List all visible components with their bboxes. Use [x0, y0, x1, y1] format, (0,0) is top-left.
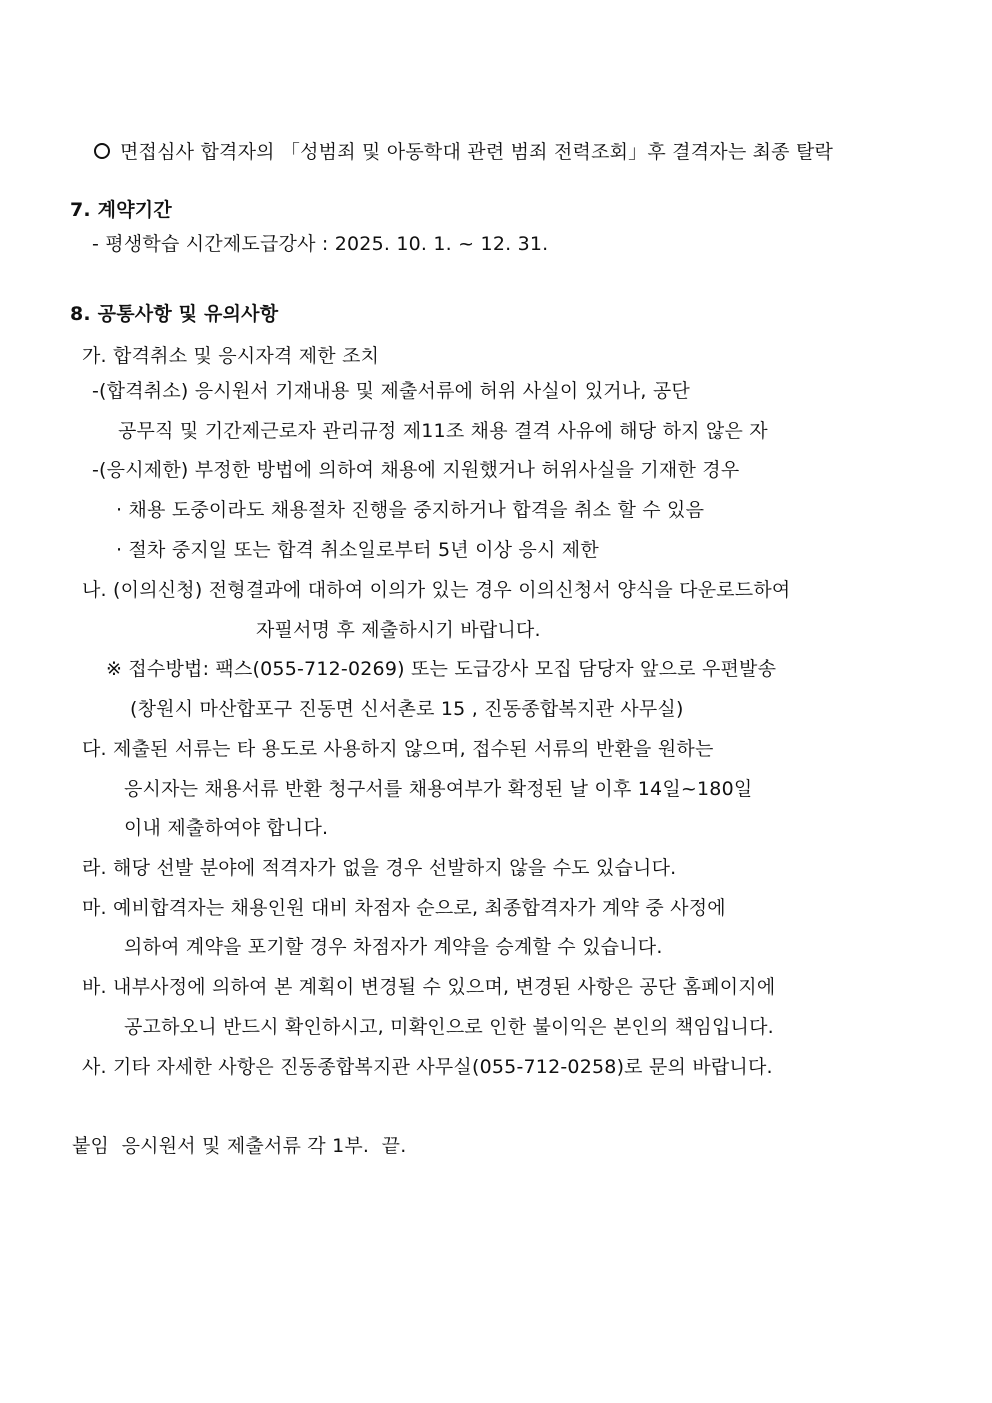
item-ga-detail-1: · 채용 도중이라도 채용절차 진행을 중지하거나 합격을 취소 할 수 있음 — [116, 499, 705, 521]
item-na-line2: 자필서명 후 제출하시기 바랍니다. — [256, 619, 541, 641]
item-ga: 가. 합격취소 및 응시자격 제한 조치 — [82, 345, 380, 367]
item-da-line1: 다. 제출된 서류는 타 용도로 사용하지 않으며, 접수된 서류의 반환을 원하는 — [82, 738, 714, 760]
item-na-line1: 나. (이의신청) 전형결과에 대하여 이의가 있는 경우 이의신청서 양식을 다운로드하여 — [82, 579, 791, 601]
intro-line — [94, 140, 833, 164]
item-ga-restrict: -(응시제한) 부정한 방법에 의하여 채용에 지원했거나 허위사실을 기재한 경우 — [92, 459, 740, 481]
item-sa: 사. 기타 자세한 사항은 진동종합복지관 사무실(055-712-0258)로 문의 바랍니다. — [82, 1056, 773, 1078]
section-8-heading: 8. 공통사항 및 유의사항 — [70, 303, 279, 325]
circle-bullet-icon — [94, 143, 110, 159]
intro-text: 면접심사 합격자의 「성범죄 및 아동학대 관련 범죄 전력조회」후 결격자는 최종 탈락 — [120, 141, 834, 163]
attachment-line: 붙임 응시원서 및 제출서류 각 1부. 끝. — [72, 1135, 407, 1157]
item-na-address: (창원시 마산합포구 진동면 신서촌로 15 , 진동종합복지관 사무실) — [130, 698, 684, 720]
item-ba-line1: 바. 내부사정에 의하여 본 계획이 변경될 수 있으며, 변경된 사항은 공단 홈페이지에 — [82, 976, 776, 998]
item-da-line2: 응시자는 채용서류 반환 청구서를 채용여부가 확정된 날 이후 14일~180일 — [124, 778, 753, 800]
item-da-line3: 이내 제출하여야 합니다. — [124, 817, 329, 839]
contract-period: - 평생학습 시간제도급강사 : 2025. 10. 1. ~ 12. 31. — [92, 233, 549, 255]
section-7-heading: 7. 계약기간 — [70, 199, 172, 221]
item-ga-cancel-line1: -(합격취소) 응시원서 기재내용 및 제출서류에 허위 사실이 있거나, 공단 — [92, 380, 690, 402]
item-ma-line1: 마. 예비합격자는 채용인원 대비 차점자 순으로, 최종합격자가 계약 중 사정에 — [82, 897, 726, 919]
item-na-note: ※ 접수방법: 팩스(055-712-0269) 또는 도급강사 모집 담당자 앞으로 우편발송 — [106, 658, 777, 680]
item-ba-line2: 공고하오니 반드시 확인하시고, 미확인으로 인한 불이익은 본인의 책임입니다. — [124, 1016, 774, 1038]
item-ga-detail-2: · 절차 중지일 또는 합격 취소일로부터 5년 이상 응시 제한 — [116, 539, 599, 561]
item-ra: 라. 해당 선발 분야에 적격자가 없을 경우 선발하지 않을 수도 있습니다. — [82, 857, 677, 879]
item-ma-line2: 의하여 계약을 포기할 경우 차점자가 계약을 승계할 수 있습니다. — [124, 936, 663, 958]
item-ga-cancel-line2: 공무직 및 기간제근로자 관리규정 제11조 채용 결격 사유에 해당 하지 않은 자 — [118, 420, 768, 442]
